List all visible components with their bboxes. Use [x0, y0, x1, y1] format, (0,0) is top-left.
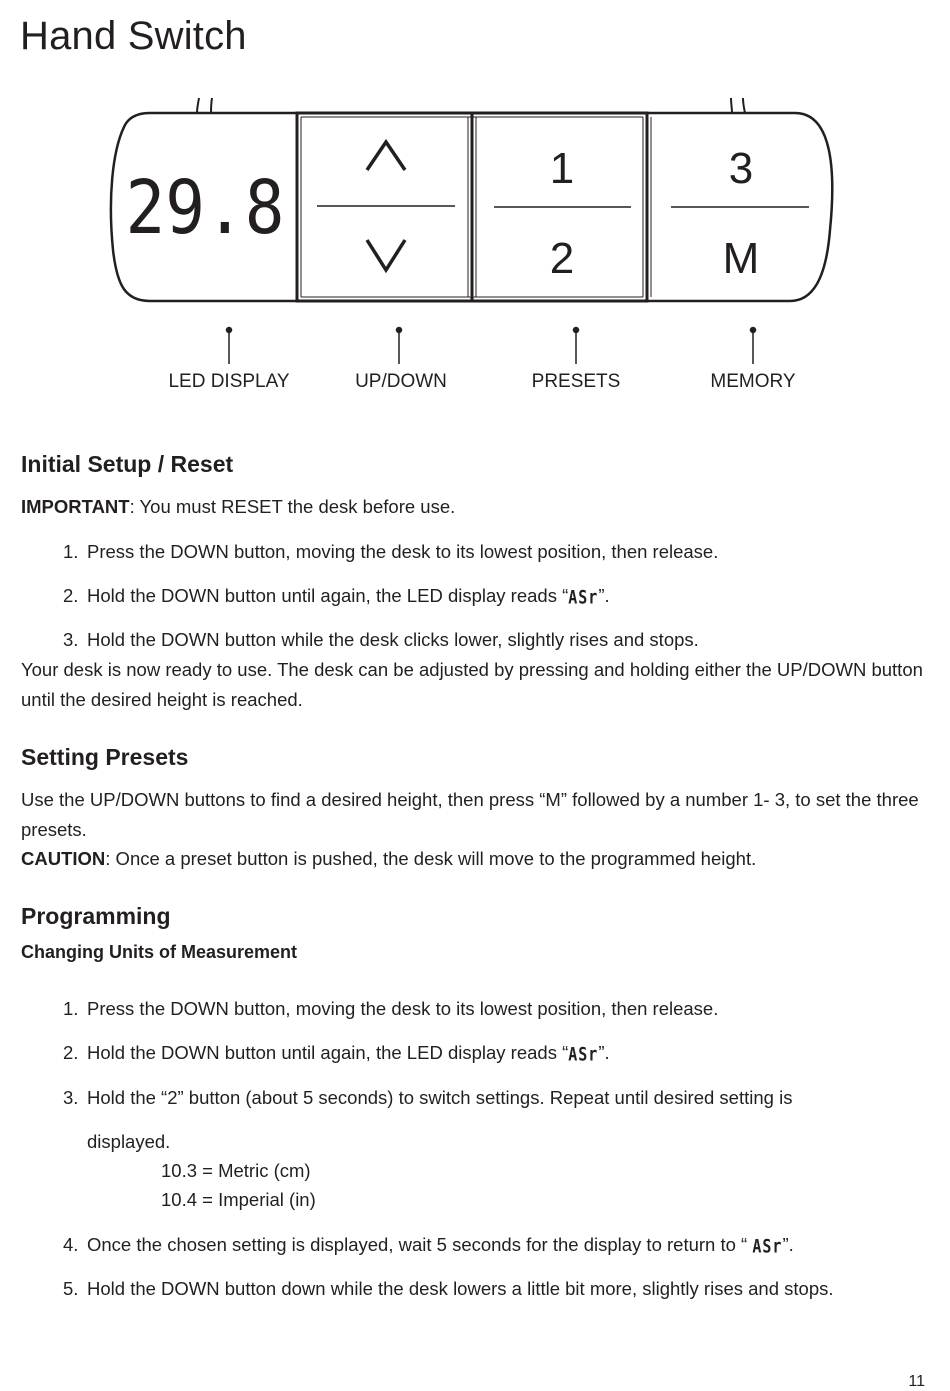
presets-heading: Setting Presets	[21, 744, 189, 770]
step-number: 1.	[63, 541, 79, 562]
step-text: Hold the DOWN button while the desk clicks lower, slightly rises and stops.	[87, 629, 699, 650]
programming-step-3	[63, 1083, 923, 1157]
important-label: IMPORTANT	[21, 496, 130, 517]
lcd-code-asr: ASr	[752, 1234, 783, 1258]
led-display-label: LED DISPLAY	[168, 371, 290, 392]
programming-heading: Programming	[21, 903, 171, 929]
programming-step-2	[63, 1038, 923, 1069]
step-number: 4.	[63, 1234, 79, 1255]
programming-step-5	[63, 1274, 923, 1304]
step-number: 5.	[63, 1278, 79, 1299]
programming-step-1	[63, 994, 923, 1024]
step-number: 3.	[63, 629, 79, 650]
step-text: Hold the DOWN button until again, the LED display reads “	[87, 1042, 569, 1063]
setup-step-1	[63, 537, 923, 567]
led-display-callout	[227, 328, 232, 365]
hand-switch-diagram	[0, 80, 950, 400]
page-title: Hand Switch	[20, 14, 247, 58]
step-text-end: ”.	[598, 585, 610, 606]
step-text: Hold the DOWN button down while the desk lowers a little bit more, slightly rises and stops.	[87, 1278, 834, 1299]
caution-label: CAUTION	[21, 848, 106, 869]
step-text: Press the DOWN button, moving the desk to its lowest position, then release.	[87, 541, 719, 562]
preset-1-button[interactable]: 1	[549, 144, 575, 193]
caution-note	[21, 844, 931, 874]
cable-stub-left	[197, 98, 212, 113]
caution-text: : Once a preset button is pushed, the desk will move to the programmed height.	[105, 848, 757, 869]
memory-button[interactable]: M	[722, 234, 760, 283]
step-text: Once the chosen setting is displayed, wait 5 seconds for the display to return to “	[87, 1234, 753, 1255]
setup-closing: Your desk is now ready to use. The desk can be adjusted by pressing and holding either the UP/DOWN button until the desired height is reached.	[21, 659, 923, 710]
preset-2-button[interactable]: 2	[549, 234, 575, 283]
lcd-code-asr: ASr	[568, 1042, 599, 1066]
programming-step-4	[63, 1230, 923, 1261]
up-down-callout	[397, 328, 402, 365]
step-text: Hold the “2” button (about 5 seconds) to switch settings. Repeat until desired setting is	[87, 1087, 793, 1108]
led-display-readout: 29.8	[125, 164, 285, 251]
step-number: 2.	[63, 585, 79, 606]
setting-metric: 10.3 = Metric (cm)	[161, 1160, 311, 1181]
step-number: 3.	[63, 1087, 79, 1108]
step-text: Press the DOWN button, moving the desk to its lowest position, then release.	[87, 998, 719, 1019]
setting-imperial: 10.4 = Imperial (in)	[161, 1189, 316, 1210]
cable-stub-right	[731, 98, 745, 113]
presets-label: PRESETS	[531, 371, 621, 392]
step-number: 2.	[63, 1042, 79, 1063]
step-text-end: ”.	[782, 1234, 794, 1255]
setup-heading: Initial Setup / Reset	[21, 451, 234, 477]
important-text: : You must RESET the desk before use.	[129, 496, 456, 517]
step-continuation: displayed.	[87, 1131, 171, 1152]
programming-subheading: Changing Units of Measurement	[21, 942, 298, 962]
step-text-end: ”.	[598, 1042, 610, 1063]
setup-step-3	[63, 625, 923, 655]
preset-3-button[interactable]: 3	[728, 144, 754, 193]
memory-callout	[751, 328, 756, 365]
important-note	[21, 492, 931, 522]
memory-label: MEMORY	[710, 371, 796, 392]
presets-callout	[574, 328, 579, 365]
lcd-code-asr: ASr	[568, 585, 599, 609]
setup-step-2	[63, 581, 923, 612]
step-number: 1.	[63, 998, 79, 1019]
step-text: Hold the DOWN button until again, the LED display reads “	[87, 585, 569, 606]
page-number: 11	[908, 1373, 925, 1390]
presets-text: Use the UP/DOWN buttons to find a desired height, then press “M” followed by a number 1- 3, to set the three presets.	[21, 789, 919, 840]
up-down-label: UP/DOWN	[355, 371, 447, 392]
